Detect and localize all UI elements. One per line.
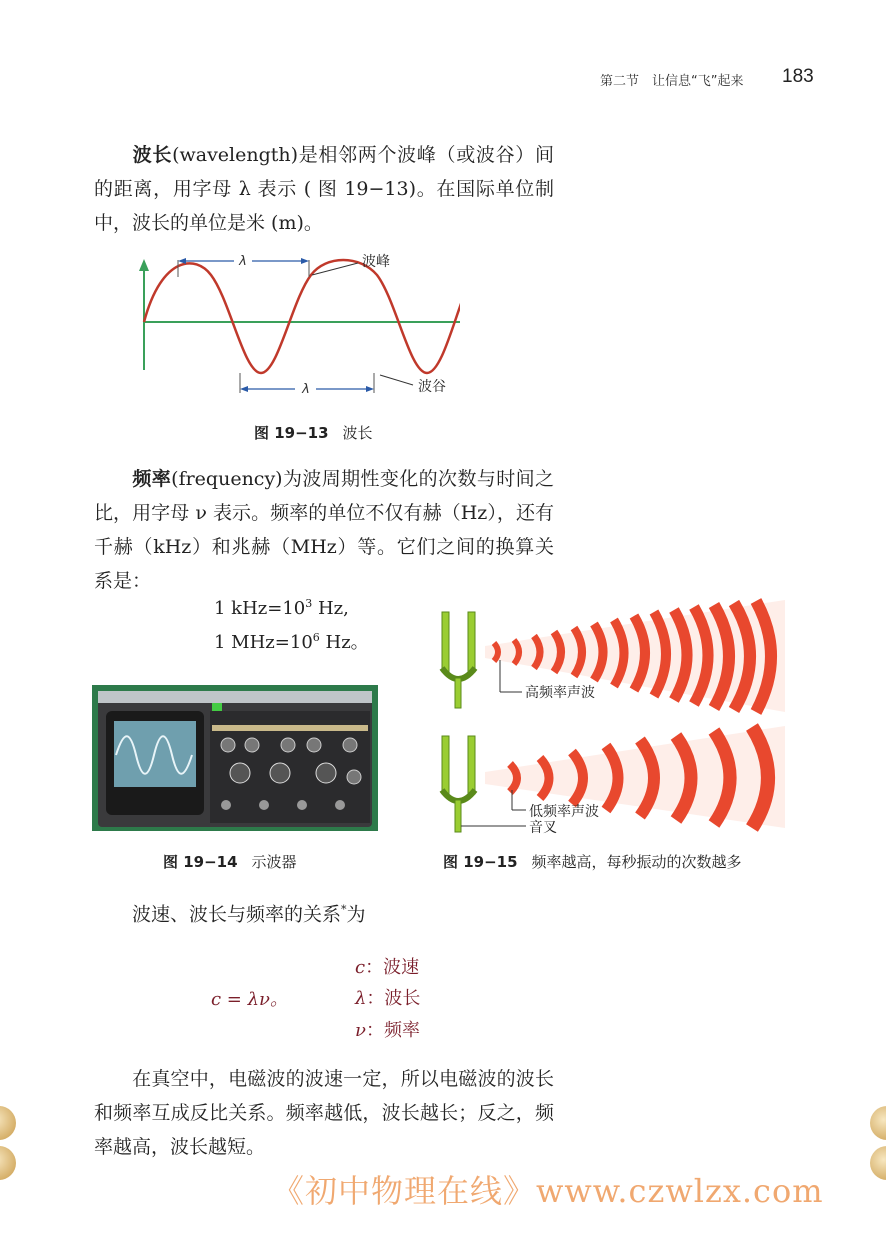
connector-icon <box>335 800 345 810</box>
relation-intro-text: 波速、波长与频率的关系 <box>132 903 342 926</box>
fork-label: 音叉 <box>529 820 557 836</box>
legend-lambda <box>355 984 420 1010</box>
wave-equation: c = λν。 <box>211 989 288 1010</box>
wavelength-text: 是相邻两个波峰（或波谷）间的距离，用字母 λ 表示 ( 图 19−13)。在国际单位制中，波长的单位是米 (m)。 <box>94 144 554 234</box>
legend-lambda-text: ：波长 <box>366 988 421 1009</box>
fig15-caption-text: 频率越高，每秒振动的次数越多 <box>531 853 742 871</box>
page-number: 183 <box>782 66 814 87</box>
sound-wave-diagram <box>430 598 790 840</box>
wavelength-paragraph <box>94 138 554 240</box>
legend-c-text: ：波速 <box>365 957 420 978</box>
fig14-caption-text: 示波器 <box>251 853 297 871</box>
crest-label: 波峰 <box>362 254 390 270</box>
fig14-caption-number: 图 19−14 <box>163 853 238 871</box>
knob-icon <box>307 738 321 752</box>
fig13-caption-text: 波长 <box>342 424 373 442</box>
term-frequency: 频率 <box>132 468 172 490</box>
tuning-fork-low <box>442 736 475 832</box>
fork-tine <box>468 612 475 672</box>
formula-mhz-base: 1 MHz=10 <box>214 632 313 653</box>
knob-icon <box>281 738 295 752</box>
connector-icon <box>297 800 307 810</box>
fig14-caption <box>163 851 297 872</box>
knob-icon <box>343 738 357 752</box>
fig13-caption-number: 图 19−13 <box>254 424 329 442</box>
legend-c <box>355 953 419 979</box>
fork-stem <box>455 678 461 708</box>
wavelength-diagram <box>130 245 460 415</box>
knob-icon <box>270 763 290 783</box>
scope-top-trim <box>98 691 372 703</box>
fork-stem <box>455 800 461 832</box>
term-wavelength: 波长 <box>132 144 173 166</box>
knob-icon <box>221 738 235 752</box>
knob-icon <box>245 738 259 752</box>
formula-mhz-exp: 6 <box>312 631 320 644</box>
lambda-label-top: λ <box>239 254 247 269</box>
knob-icon <box>316 763 336 783</box>
fork-tine <box>468 736 475 794</box>
relation-intro-end: 为 <box>346 903 366 926</box>
crest-leader-line <box>312 263 358 275</box>
fork-bridge <box>442 790 475 801</box>
footnote-star: * <box>341 903 347 916</box>
legend-lambda-symbol: λ <box>355 988 367 1009</box>
arrowhead-icon <box>366 386 374 392</box>
frequency-paragraph <box>94 462 554 598</box>
arrowhead-icon <box>301 258 309 264</box>
legend-nu-symbol: ν <box>355 1020 366 1041</box>
connector-icon <box>259 800 269 810</box>
vacuum-text: 在真空中，电磁波的波速一定，所以电磁波的波长和频率互成反比关系。频率越低，波长越长；反之，频率越高，波长越短。 <box>94 1068 554 1158</box>
relation-intro <box>94 893 554 931</box>
legend-nu <box>355 1016 420 1042</box>
term-frequency-en: (frequency) <box>171 468 283 490</box>
side-decoration-icon <box>870 1146 886 1180</box>
vacuum-paragraph <box>94 1062 554 1164</box>
panel-label-strip <box>212 725 368 731</box>
wave-curve <box>144 260 460 373</box>
trough-leader-line <box>380 375 413 385</box>
side-decoration-icon <box>870 1106 886 1140</box>
fig15-caption <box>443 851 742 872</box>
formula-khz-base: 1 kHz=10 <box>214 598 306 619</box>
high-frequency-label: 高频率声波 <box>525 685 595 701</box>
knob-icon <box>347 770 361 784</box>
legend-nu-text: ：频率 <box>365 1020 420 1041</box>
watermark: 《初中物理在线》www.czwlzx.com <box>272 1172 824 1210</box>
arrowhead-icon <box>178 258 186 264</box>
low-frequency-label: 低频率声波 <box>529 804 599 820</box>
fork-bridge <box>442 668 475 679</box>
fork-tine <box>442 612 449 672</box>
formula-khz-unit: Hz, <box>312 598 349 619</box>
section-title: 第二节 让信息“飞”起来 <box>600 74 744 89</box>
side-decoration-icon <box>0 1106 16 1140</box>
fig13-caption <box>254 422 373 443</box>
y-axis-arrow-icon <box>139 259 149 271</box>
side-decoration-icon <box>0 1146 16 1180</box>
tuning-fork-high <box>442 612 475 708</box>
formula-mhz <box>214 628 369 654</box>
oscilloscope-photo <box>92 685 378 831</box>
frequency-text: 为波周期性变化的次数与时间之比，用字母 ν 表示。频率的单位不仅有赫（Hz），还有千赫（kHz）和兆赫（MHz）等。它们之间的换算关系是： <box>94 468 554 592</box>
formula-mhz-unit: Hz。 <box>319 632 369 653</box>
connector-icon <box>221 800 231 810</box>
legend-c-symbol: c <box>355 957 366 978</box>
fig15-caption-number: 图 19−15 <box>443 853 518 871</box>
knob-icon <box>230 763 250 783</box>
formula-khz <box>214 597 349 619</box>
lambda-label-bottom: λ <box>302 382 310 397</box>
formula-khz-exp: 3 <box>305 597 313 610</box>
arrowhead-icon <box>240 386 248 392</box>
term-wavelength-en: (wavelength) <box>172 144 299 166</box>
trough-label: 波谷 <box>418 379 446 395</box>
fork-tine <box>442 736 449 794</box>
